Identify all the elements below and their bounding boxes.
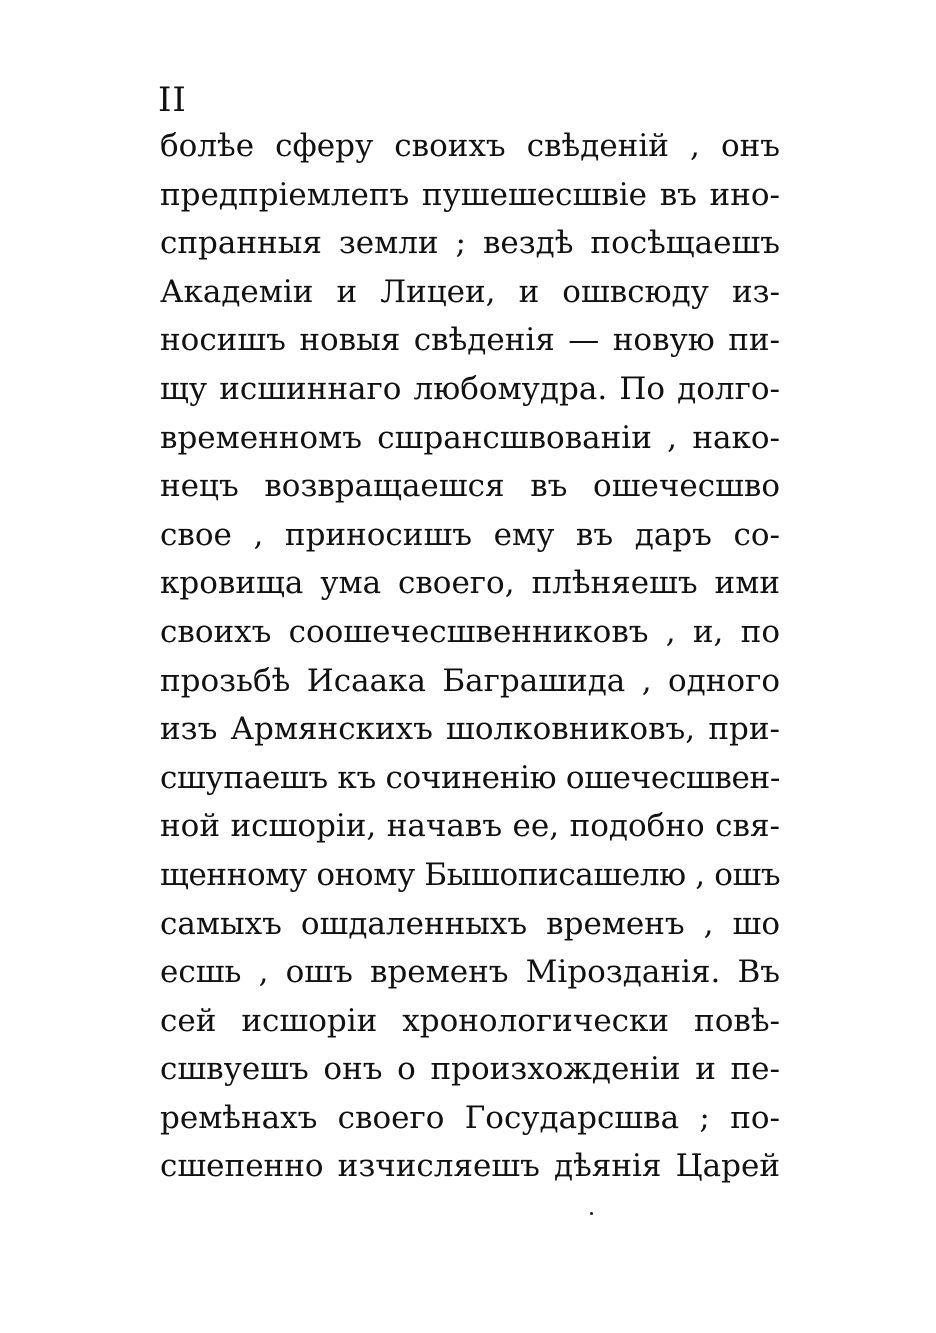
ink-speck <box>590 1212 593 1215</box>
text-line: сшепенно изчисляешъ дѣянія Царей <box>160 1148 780 1185</box>
text-line: кровища ума своего, плѣняешъ ими <box>160 565 780 602</box>
text-line: своихъ соошечесшвенниковъ , и, по <box>160 613 780 650</box>
body-text <box>160 122 780 1191</box>
text-line: ремѣнахъ своего Государсшва ; по- <box>160 1099 780 1136</box>
text-line: нецъ возвращаешся въ ошечесшво <box>160 468 780 505</box>
text-line: изъ Армянскихъ шолковниковъ, при- <box>160 711 780 748</box>
text-line: ной исшоріи, начавъ ее, подобно свя- <box>160 808 780 845</box>
text-line: сшвуешъ онъ о произхожденіи и пе- <box>160 1051 780 1088</box>
text-line: свое , приносишъ ему въ даръ со- <box>160 516 780 553</box>
text-line: временномъ сшрансшвованіи , нако- <box>160 419 780 456</box>
text-line: спранныя земли ; вездѣ посѣщаешъ <box>160 225 780 262</box>
text-line: сшупаешъ къ сочиненію ошечесшвен- <box>160 759 780 796</box>
text-line: есшь , ошъ временъ Мірозданія. Въ <box>160 954 780 991</box>
text-line: предпріемлепъ пушешесшвіе въ ино- <box>160 176 780 213</box>
text-line: носишъ новыя свѣденія — новую пи- <box>160 322 780 359</box>
text-line: прозьбѣ Исаака Баграшида , одного <box>160 662 780 699</box>
page-number: II <box>158 80 187 120</box>
text-line: Академіи и Лицеи, и ошвсюду из- <box>160 273 780 310</box>
text-line: самыхъ ошдаленныхъ временъ , шо <box>160 905 780 942</box>
text-line: щу исшиннаго любомудра. По долго- <box>160 370 780 407</box>
text-line: щенному оному Бышописашелю , ошъ <box>160 856 781 893</box>
text-line: болѣе сферу своихъ свѣденій , онъ <box>160 128 780 164</box>
text-line: сей исшоріи хронологически повѣ- <box>160 1002 780 1039</box>
